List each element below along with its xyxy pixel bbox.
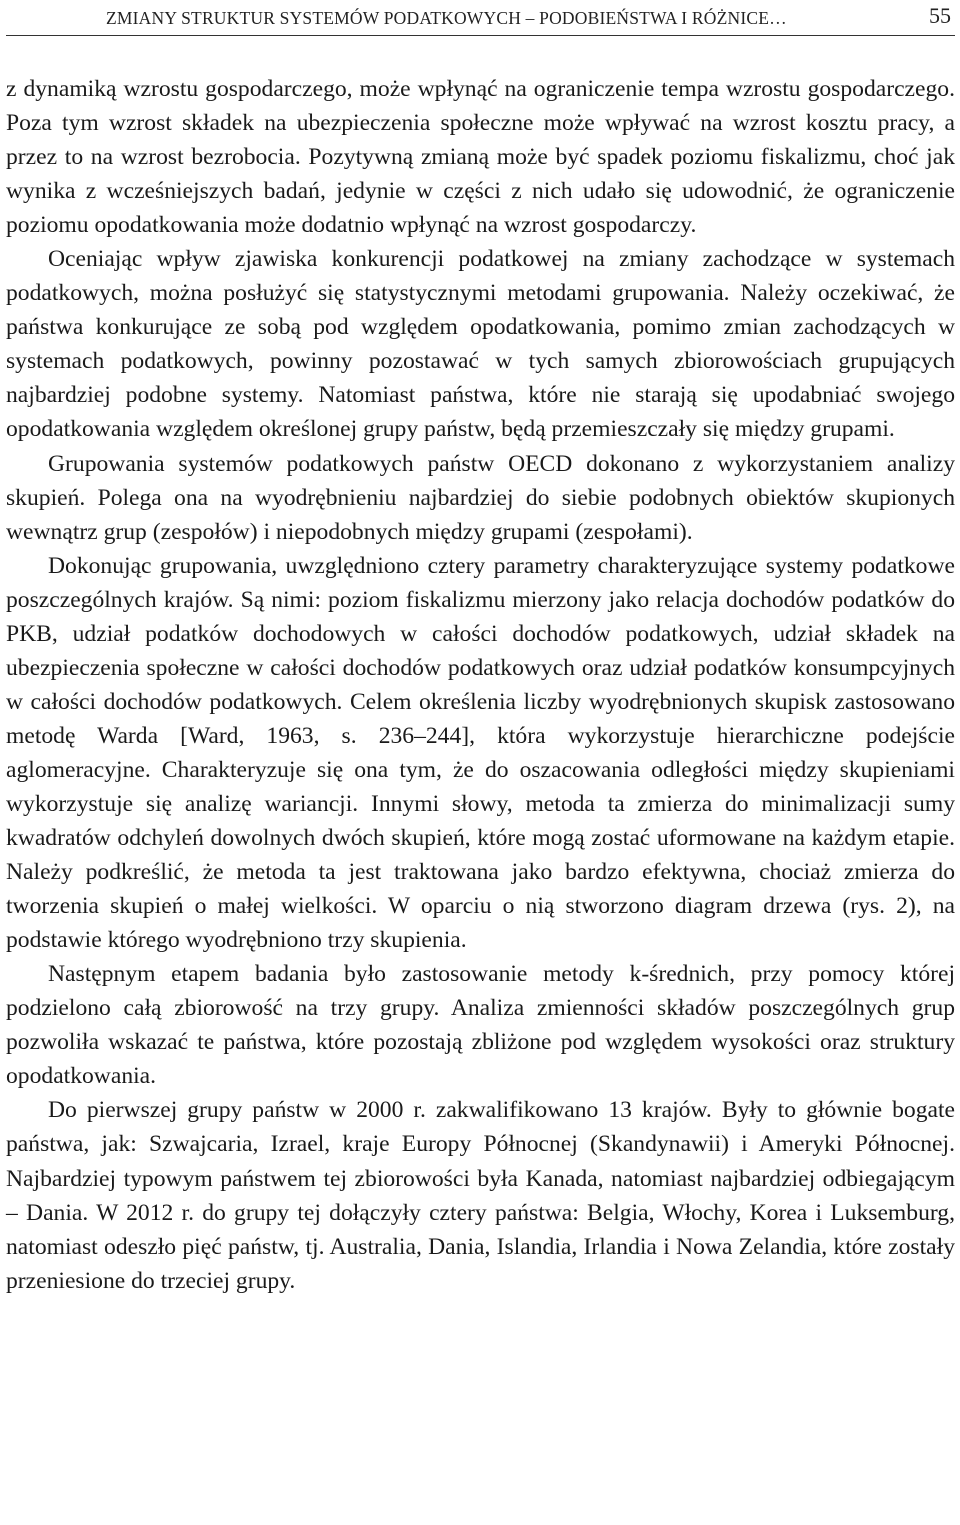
paragraph-k-means: Następnym etapem badania było zastosowanie metody k-średnich, przy pomocy której podzielono całą zbiorowość na trzy grupy. Analiza zmienności składów poszczególnych grup pozwoliła wskazać te państwa, które pozostają zbliżone pod względem wysokości oraz struktury opodatkowania.	[6, 961, 955, 1090]
running-header	[6, 0, 955, 36]
paragraph-continuation: z dynamiką wzrostu gospodarczego, może wpłynąć na ograniczenie tempa wzrostu gospodarczego. Poza tym wzrost składek na ubezpieczenia społeczne może wpływać na wzrost kosztu pracy, a przez to na wzrost bezrobocia. Pozytywną zmianą może być spadek poziomu fiskalizmu, choć jak wynika z wcześniejszych badań, jedynie w części z nich udało się udowodnić, że ograniczenie poziomu opodatkowania może dodatnio wpłynąć na wzrost gospodarczy.	[6, 76, 955, 239]
paragraph-ward-method: Dokonując grupowania, uwzględniono cztery parametry charakteryzujące systemy podatkowe poszczególnych krajów. Są nimi: poziom fiskalizmu mierzony jako relacja dochodów podatków do PKB, udział podatków dochodowych w całości dochodów podatkowych, udział składek na ubezpieczenia społeczne w całości dochodów podatkowych oraz udział podatków konsumpcyjnych w całości dochodów podatkowych. Celem określenia liczby wyodrębnionych skupisk zastosowano metodę Warda [Ward, 1963, s. 236–244], która wykorzystuje hierarchiczne podejście aglomeracyjne. Charakteryzuje się ona tym, że do oszacowania odległości między skupieniami wykorzystuje się analizę wariancji. Innymi słowy, metoda ta zmierza do minimalizacji sumy kwadratów odchyleń dowolnych dwóch skupień, które mogą zostać uformowane na każdym etapie. Należy podkreślić, że metoda ta jest traktowana jako bardzo efektywna, chociaż zmierza do tworzenia skupień o małej wielkości. W oparciu o nią stworzono diagram drzewa (rys. 2), na podstawie którego wyodrębniono trzy skupienia.	[6, 552, 955, 954]
paragraph-cluster-analysis: Grupowania systemów podatkowych państw OECD dokonano z wykorzystaniem analizy skupień. Polega ona na wyodrębnieniu najbardziej do siebie podobnych obiektów skupionych wewnątrz grup (zespołów) i niepodobnych między grupami (zespołami).	[6, 450, 955, 545]
running-header-title: ZMIANY STRUKTUR SYSTEMÓW PODATKOWYCH – PODOBIEŃSTWA I RÓŻNICE…	[106, 8, 787, 28]
paragraph-first-group: Do pierwszej grupy państw w 2000 r. zakwalifikowano 13 krajów. Były to głównie bogate państwa, jak: Szwajcaria, Izrael, kraje Europy Północnej (Skandynawii) i Ameryki Północnej. Najbardziej typowym państwem tej zbiorowości była Kanada, natomiast najbardziej odbiegającym – Dania. W 2012 r. do grupy tej dołączyły cztery państwa: Belgia, Włochy, Korea i Luksemburg, natomiast odeszło pięć państw, tj. Australia, Dania, Islandia, Irlandia i Nowa Zelandia, które zostały przeniesione do trzeciej grupy.	[6, 1097, 955, 1294]
body-text	[6, 72, 955, 1298]
paragraph-tax-competition: Oceniając wpływ zjawiska konkurencji podatkowej na zmiany zachodzące w systemach podatkowych, można posłużyć się statystycznymi metodami grupowania. Należy oczekiwać, że państwa konkurujące ze sobą pod względem opodatkowania, pomimo zmian zachodzących w systemach podatkowych, powinny pozostawać w tych samych zbiorowościach grupujących najbardziej podobne systemy. Natomiast państwa, które nie starają się upodabniać swojego opodatkowania względem określonej grupy państw, będą przemieszczały się między grupami.	[6, 246, 955, 443]
page-number: 55	[929, 3, 951, 28]
